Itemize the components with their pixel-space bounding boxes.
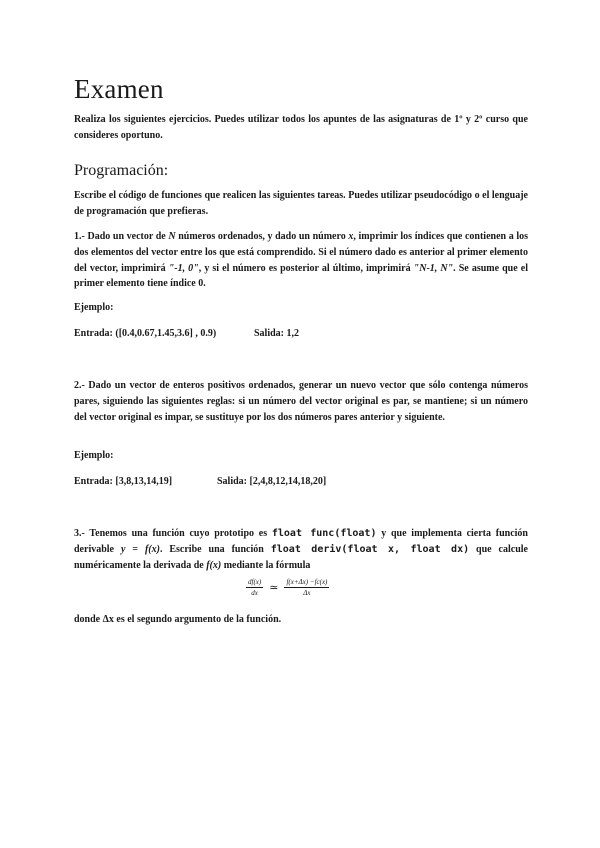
- section-title: Programación:: [74, 162, 169, 179]
- exercise-3-part: Tenemos una función cuyo prototipo es: [84, 528, 272, 539]
- lhs-numerator: df(x): [248, 578, 262, 586]
- section-intro: Escribe el código de funciones que realicen las siguientes tareas. Puedes utilizar pseudocódigo o el lenguaje de programación que prefieras.: [74, 190, 528, 217]
- exercise-3-text: [74, 526, 528, 573]
- math-fx: f(x): [206, 559, 222, 571]
- exercise-2-text: [74, 378, 528, 425]
- exercise-1-part: Dado un vector de: [84, 231, 169, 242]
- exercise-1-part: números ordenados, y dado un número: [175, 231, 349, 242]
- math-n: N: [168, 231, 176, 242]
- code-func-prototype: float func(float): [271, 528, 377, 539]
- exercise-3-part: que calcule numéricamente la derivada de: [74, 543, 528, 571]
- approx-symbol: ≃: [269, 582, 279, 594]
- math-x: x: [348, 231, 354, 242]
- exercise-3-part: mediante la fórmula: [221, 559, 311, 571]
- exercise-3-part: . Escribe una función: [159, 543, 271, 555]
- exercise-3-part: y que implementa cierta función derivable: [74, 528, 528, 555]
- page-title: Examen: [74, 74, 164, 104]
- exercise-2-number: 2.-: [74, 380, 85, 391]
- exercise-1-number: 1.-: [74, 231, 85, 242]
- exercise-3-footer: donde Δx es el segundo argumento de la función.: [74, 614, 282, 625]
- exercise-1-part: , y si el número es posterior al último, imprimirá: [198, 262, 414, 274]
- quote-before: "-1, 0": [168, 262, 199, 274]
- derivative-formula: [246, 578, 329, 597]
- exercise-1-part: , imprimir los índices que contienen a los dos elementos del vector entre los que está comprendido. Si el número dado es anterior al primer elemento del vector, imprimirá: [74, 231, 528, 274]
- intro-paragraph: Realiza los siguientes ejercicios. Puedes utilizar todos los apuntes de las asignaturas de 1º y 2º curso que consideres oportuno.: [74, 114, 528, 141]
- rhs-denominator: Δx: [303, 589, 311, 597]
- exercise-2-example-label: Ejemplo:: [74, 450, 114, 461]
- quote-after: "N-1, N": [413, 262, 454, 274]
- exercise-1-example-label: Ejemplo:: [74, 302, 114, 313]
- rhs-numerator: f(x+Δx) −fc(x): [286, 578, 328, 586]
- lhs-fraction: [246, 578, 263, 597]
- exercise-1-part: . Se asume que el primer elemento tiene índice 0.: [74, 262, 528, 290]
- exercise-2-output: Salida: [2,4,8,12,14,18,20]: [217, 476, 327, 487]
- math-y-equals-fx: y = f(x): [120, 543, 160, 555]
- exercise-1-text: [74, 229, 528, 292]
- exercise-1-input: Entrada: ([0.4,0.67,1.45,3.6] , 0.9): [74, 328, 217, 339]
- code-deriv-prototype: float deriv(float x, float dx): [270, 543, 470, 555]
- exercise-2-body: Dado un vector de enteros positivos ordenados, generar un nuevo vector que sólo contenga números pares, siguiendo las siguientes reglas: si un número del vector original es par, se mantiene; si un número del vector original es impar, se sustituye por los dos números pares anterior y siguiente.: [74, 380, 528, 423]
- lhs-denominator: dx: [251, 589, 258, 597]
- exercise-2-input: Entrada: [3,8,13,14,19]: [74, 476, 173, 487]
- exercise-3-number: 3.-: [74, 528, 85, 539]
- exercise-1-output: Salida: 1,2: [254, 328, 300, 339]
- rhs-fraction: [284, 578, 329, 597]
